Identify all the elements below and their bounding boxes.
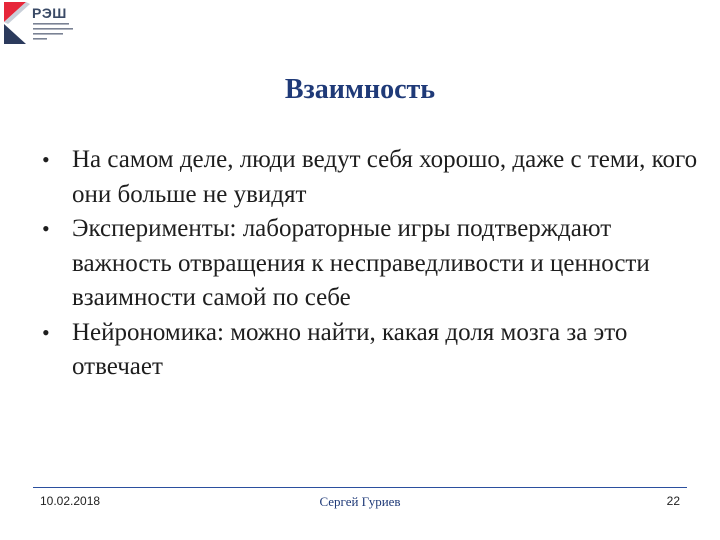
bullet-text: На самом деле, люди ведут себя хорошо, даже с теми, кого они больше не увидят (72, 146, 698, 208)
bullet-text: Эксперименты: лабораторные игры подтверждают важность отвращения к несправедливости и ценности взаимности самой по себе (72, 215, 650, 311)
bullet-text: Нейрономика: можно найти, какая доля мозга за это отвечает (72, 318, 628, 380)
footer-author: Сергей Гуриев (319, 494, 401, 509)
nes-logo (4, 2, 80, 44)
footer-date: 10.02.2018 (40, 494, 101, 508)
bullet-icon: • (42, 147, 50, 172)
logo-subtitle-lines (33, 21, 77, 41)
bullet-item (40, 316, 700, 385)
bullet-item (40, 212, 700, 316)
slide-title: Взаимность (284, 74, 436, 105)
bullet-icon: • (42, 216, 50, 241)
footer-rule (33, 487, 687, 488)
bullet-item (40, 143, 700, 212)
logo-text: РЭШ (32, 5, 67, 21)
logo-mark-icon (4, 2, 30, 44)
bullet-list (40, 143, 700, 385)
bullet-icon: • (42, 319, 50, 345)
page-number: 22 (666, 494, 680, 508)
